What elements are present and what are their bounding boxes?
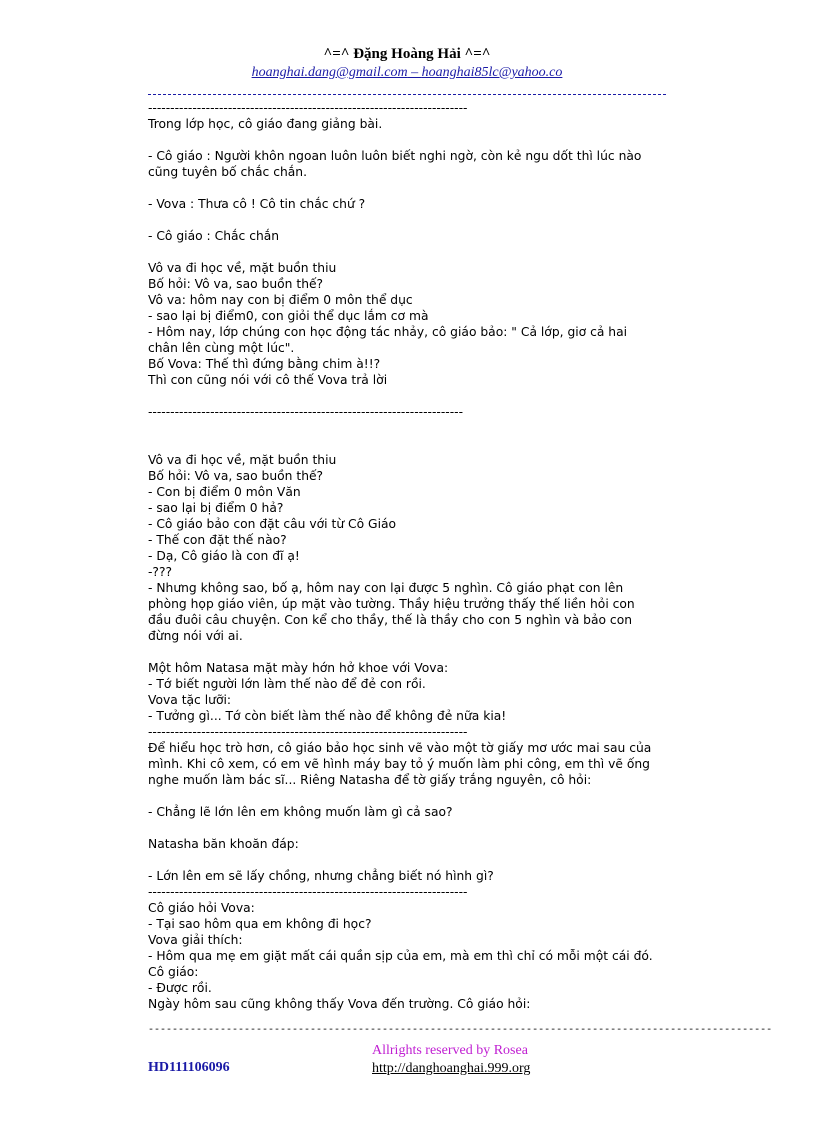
text-line: - sao lại bị điểm 0 hả? <box>148 501 284 515</box>
text-line: Ngày hôm sau cũng không thấy Vova đến trường. Cô giáo hỏi: <box>148 997 531 1011</box>
page-header <box>148 44 666 82</box>
text-line: - Dạ, Cô giáo là con đĩ ạ! <box>148 549 300 563</box>
text-line: cũng tuyên bố chắc chắn. <box>148 165 308 179</box>
blank-line <box>148 852 678 868</box>
text-line: Bố hỏi: Vô va, sao buồn thế? <box>148 469 324 483</box>
text-line: đừng nói với ai. <box>148 629 243 643</box>
section-divider: ----------------------------------------------------------------------- <box>148 405 464 419</box>
text-line: - Thế con đặt thế nào? <box>148 533 287 547</box>
text-line: chân lên cùng một lúc". <box>148 341 295 355</box>
text-line: - Hôm qua mẹ em giặt mất cái quần sịp của em, mà em thì chỉ có mỗi một cái đó. <box>148 949 653 963</box>
text-line: Bố Vova: Thế thì đứng bằng chim à!!? <box>148 357 381 371</box>
blank-line <box>148 132 678 148</box>
text-line: Bố hỏi: Vô va, sao buồn thế? <box>148 277 324 291</box>
text-line: - Tại sao hôm qua em không đi học? <box>148 917 372 931</box>
text-line: Vova tặc lưỡi: <box>148 693 232 707</box>
blank-line <box>148 420 678 436</box>
blank-line <box>148 388 678 404</box>
text-line: Một hôm Natasa mặt mày hớn hở khoe với Vova: <box>148 661 449 675</box>
blank-line <box>148 180 678 196</box>
text-line: Trong lớp học, cô giáo đang giảng bài. <box>148 117 383 131</box>
footer-credits <box>372 1042 530 1078</box>
text-line: - Vova : Thưa cô ! Cô tin chắc chứ ? <box>148 197 366 211</box>
text-line: - Cô giáo : Chắc chắn <box>148 229 280 243</box>
text-line: Vova giải thích: <box>148 933 243 947</box>
text-line: - Lớn lên em sẽ lấy chồng, nhưng chẳng biết nó hình gì? <box>148 869 494 883</box>
text-line: - Nhưng không sao, bố ạ, hôm nay con lại được 5 nghìn. Cô giáo phạt con lên <box>148 581 624 595</box>
blank-line <box>148 644 678 660</box>
email-link-yahoo[interactable]: hoanghai85lc@yahoo.co <box>421 65 563 80</box>
author-title: ^=^ Đặng Hoàng Hải ^=^ <box>323 46 491 62</box>
email-separator: – <box>407 65 422 80</box>
text-line: phòng họp giáo viên, úp mặt vào tường. Thầy hiệu trưởng thấy thế liền hỏi con <box>148 597 635 611</box>
text-line: - Cô giáo : Người khôn ngoan luôn luôn biết nghi ngờ, còn kẻ ngu dốt thì lúc nào <box>148 149 642 163</box>
text-line: -??? <box>148 565 173 579</box>
text-line: - Chẳng lẽ lớn lên em không muốn làm gì cả sao? <box>148 805 453 819</box>
blank-line <box>148 820 678 836</box>
blank-line <box>148 212 678 228</box>
email-link-gmail[interactable]: hoanghai.dang@gmail.com <box>251 65 408 80</box>
text-line: Vô va đi học về, mặt buồn thiu <box>148 453 337 467</box>
text-line: nghe muốn làm bác sĩ... Riêng Natasha để tờ giấy trắng nguyên, cô hỏi: <box>148 773 592 787</box>
text-line: Natasha băn khoăn đáp: <box>148 837 299 851</box>
text-line: Vô va đi học về, mặt buồn thiu <box>148 261 337 275</box>
section-divider: ------------------------------------------------------------------------ <box>148 885 468 899</box>
text-line: - Tưởng gì... Tớ còn biết làm thế nào để không đẻ nữa kia! <box>148 709 507 723</box>
text-line: Cô giáo: <box>148 965 199 979</box>
website-link[interactable]: http://danghoanghai.999.org <box>372 1061 531 1076</box>
blank-line <box>148 244 678 260</box>
text-line: Thì con cũng nói với cô thế Vova trả lời <box>148 373 388 387</box>
section-divider: ------------------------------------------------------------------------ <box>148 725 468 739</box>
footer-divider: -------------------------------------------------------------------------------------------------------- <box>148 1025 773 1036</box>
text-line: Vô va: hôm nay con bị điểm 0 môn thể dục <box>148 293 413 307</box>
blank-line <box>148 436 678 452</box>
text-line: đầu đuôi câu chuyện. Con kể cho thầy, thế là thầy cho con 5 nghìn và bảo con <box>148 613 633 627</box>
rights-notice: Allrights reserved by Rosea <box>372 1043 528 1058</box>
blank-line <box>148 788 678 804</box>
text-line: Cô giáo hỏi Vova: <box>148 901 255 915</box>
section-divider: ------------------------------------------------------------------------ <box>148 101 468 115</box>
text-line: - Hôm nay, lớp chúng con học động tác nhảy, cô giáo bảo: " Cả lớp, giơ cả hai <box>148 325 628 339</box>
header-divider <box>148 94 666 95</box>
text-line: Để hiểu học trò hơn, cô giáo bảo học sinh vẽ vào một tờ giấy mơ ước mai sau của <box>148 741 652 755</box>
text-line: - Tớ biết người lớn làm thế nào để đẻ con rồi. <box>148 677 426 691</box>
document-body <box>148 100 678 1012</box>
text-line: - Được rồi. <box>148 981 212 995</box>
contact-emails <box>148 64 666 82</box>
document-code: HD111106096 <box>148 1060 230 1075</box>
text-line: - Cô giáo bảo con đặt câu với từ Cô Giáo <box>148 517 397 531</box>
text-line: - Con bị điểm 0 môn Văn <box>148 485 301 499</box>
text-line: - sao lại bị điểm0, con giỏi thể dục lắm cơ mà <box>148 309 429 323</box>
text-line: mình. Khi cô xem, có em vẽ hình máy bay tỏ ý muốn làm phi công, em thì vẽ ống <box>148 757 650 771</box>
